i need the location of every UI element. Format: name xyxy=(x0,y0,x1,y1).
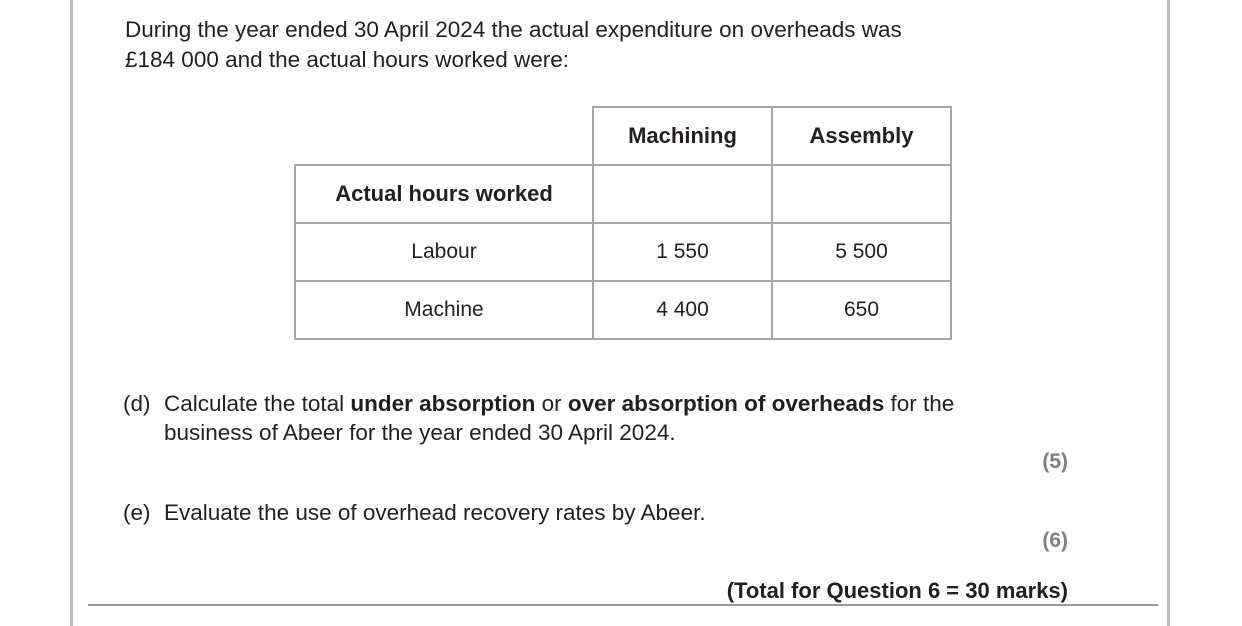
question-d-text-part3: for the xyxy=(884,391,955,416)
question-e-text: Evaluate the use of overhead recovery rates by Abeer. xyxy=(164,500,706,525)
question-d-text-part2: or xyxy=(535,391,568,416)
section-label-actual-hours: Actual hours worked xyxy=(295,165,593,223)
question-total-marks: (Total for Question 6 = 30 marks) xyxy=(726,578,1068,603)
column-header-assembly: Assembly xyxy=(772,107,951,165)
divider-line xyxy=(88,604,1158,606)
question-d-text-part1: Calculate the total xyxy=(164,391,351,416)
question-d-text xyxy=(164,389,1023,447)
question-d-bold-under-absorption: under absorption xyxy=(350,391,536,416)
question-d-bold-over-absorption: over absorption of overheads xyxy=(567,391,885,416)
row-label-machine: Machine xyxy=(295,281,593,339)
question-d xyxy=(123,389,1023,447)
column-header-machining: Machining xyxy=(593,107,772,165)
row-label-labour: Labour xyxy=(295,223,593,281)
intro-line-1: During the year ended 30 April 2024 the actual expenditure on overheads was xyxy=(125,17,902,42)
table-cell-empty xyxy=(593,165,772,223)
intro-text xyxy=(125,15,1025,75)
question-e-label: (e) xyxy=(123,500,151,525)
question-e xyxy=(123,498,1023,527)
question-d-line2: business of Abeer for the year ended 30 April 2024. xyxy=(164,420,676,445)
cell-machine-assembly: 650 xyxy=(772,281,951,339)
table-header-row xyxy=(295,107,951,165)
cell-labour-machining: 1 550 xyxy=(593,223,772,281)
question-e-marks: (6) xyxy=(1042,529,1068,552)
table-corner-cell xyxy=(295,107,593,165)
table-cell-empty xyxy=(772,165,951,223)
table-section-row xyxy=(295,165,951,223)
table-row-labour xyxy=(295,223,951,281)
cell-machine-machining: 4 400 xyxy=(593,281,772,339)
question-d-marks: (5) xyxy=(1042,450,1068,473)
cell-labour-assembly: 5 500 xyxy=(772,223,951,281)
question-d-label: (d) xyxy=(123,391,151,416)
actual-hours-table xyxy=(294,106,952,340)
table-row-machine xyxy=(295,281,951,339)
intro-line-2: £184 000 and the actual hours worked were: xyxy=(125,47,570,72)
